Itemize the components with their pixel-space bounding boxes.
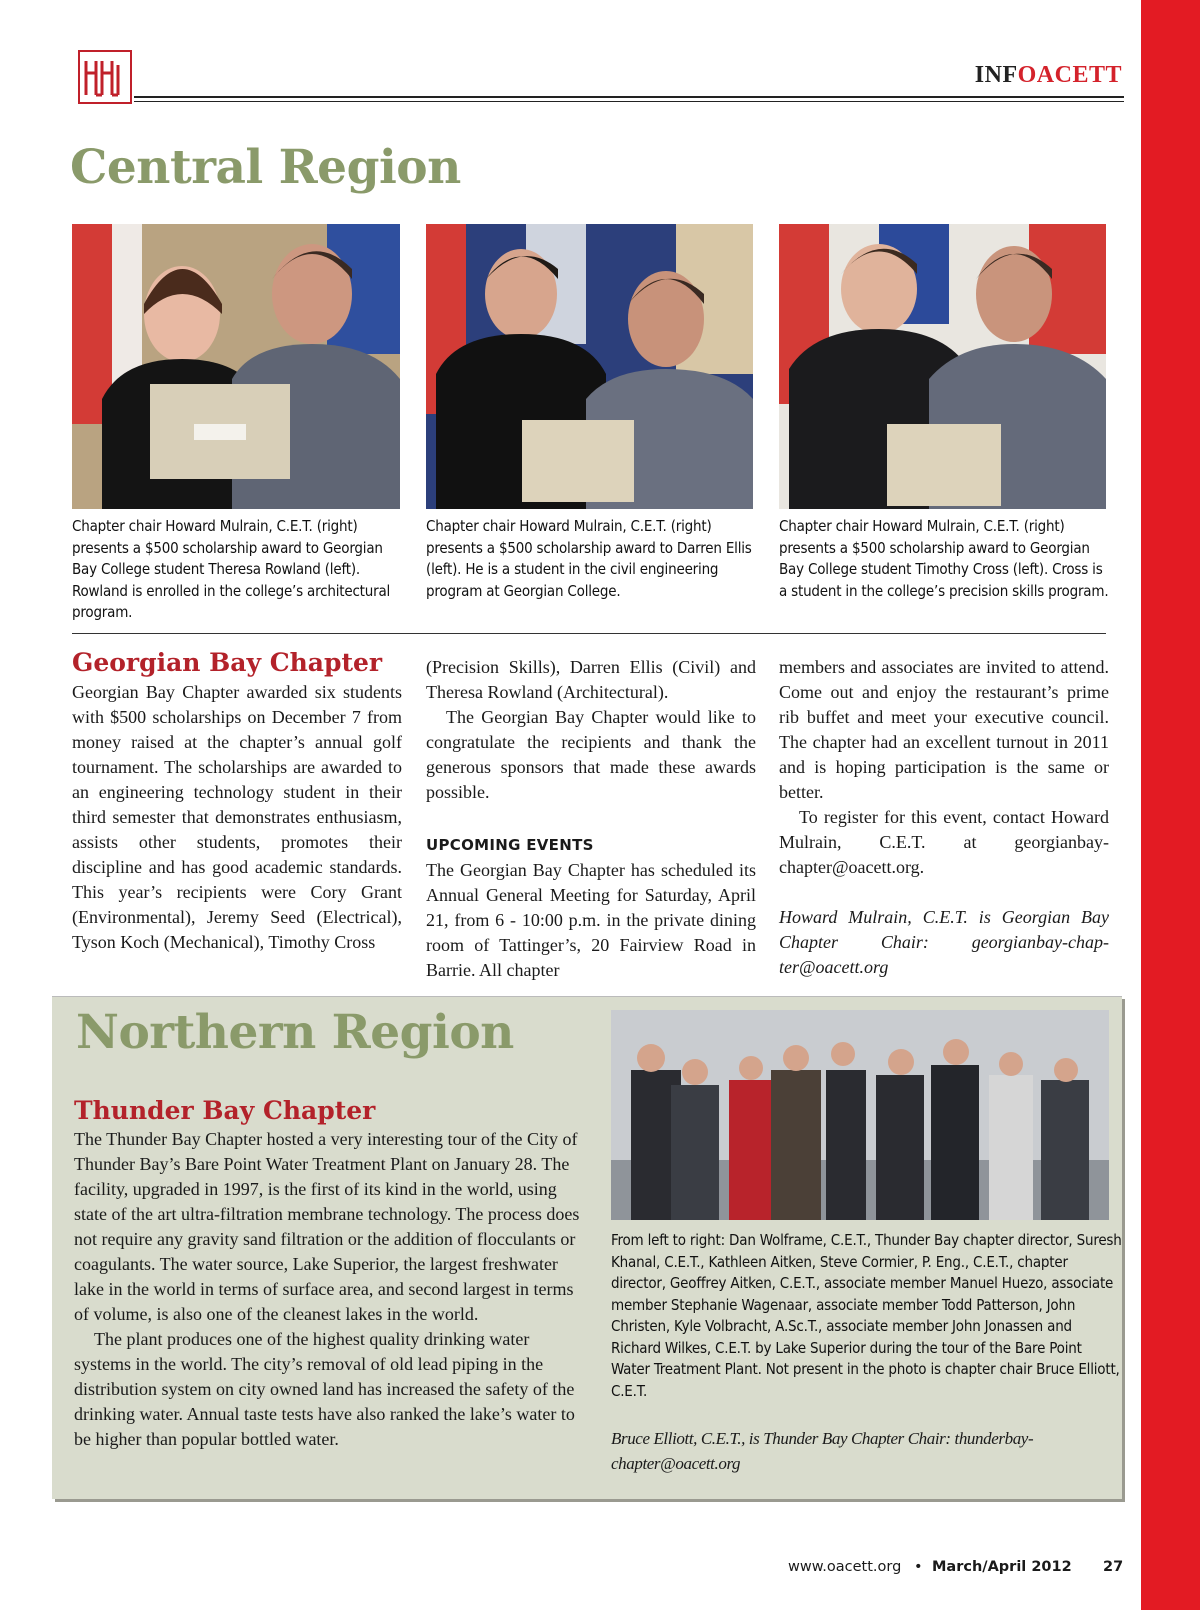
georgian-bay-paragraph-3: The Georgian Bay Chapter would like to congratulate the recipients and thank the generous sponsors that made these awards possible. bbox=[426, 707, 756, 802]
georgian-bay-chapter-title: Georgian Bay Chapter bbox=[72, 648, 383, 677]
red-side-bar bbox=[1141, 0, 1200, 1610]
logo-mark bbox=[82, 55, 128, 99]
footer-url: www.oacett.org bbox=[788, 1559, 902, 1575]
oacett-logo bbox=[78, 50, 132, 104]
thunder-bay-chapter-title: Thunder Bay Chapter bbox=[74, 1096, 376, 1125]
thunder-bay-paragraph-2: The plant produces one of the highest quality drinking water systems in the world. The city’s removal of old lead piping in the distribution system on city owned land has increased the safety of the drinking water. Annual taste tests have also ranked the lake’s water to be higher than popular bottled water. bbox=[74, 1329, 575, 1449]
photo-ellis bbox=[426, 224, 753, 509]
header-rule bbox=[134, 96, 1124, 98]
central-region-title: Central Region bbox=[70, 140, 461, 195]
brand-part-1: INF bbox=[974, 62, 1018, 88]
georgian-bay-paragraph-6: To register for this event, contact Howard Mulrain, C.E.T. at georgianbaychapter@oacett.org. bbox=[779, 807, 1109, 877]
thunder-bay-text bbox=[74, 1127, 584, 1452]
photo-caption-rowland: Chapter chair Howard Mulrain, C.E.T. (right) presents a $500 scholarship award to Georgian Bay College student Theresa Rowland (left). Rowland is enrolled in the college’s architectural program. bbox=[72, 517, 391, 621]
page-number: 27 bbox=[1103, 1559, 1124, 1575]
thunder-bay-photo-caption: From left to right: Dan Wolframe, C.E.T., Thunder Bay chapter director, Suresh Khanal, C.E.T., Kathleen Aitken, Steve Cormier, P. Eng., C.E.T., chapter director, Geoffrey Aitken, C.E.T., associate member Manuel Huezo, associate member Stephanie Wagenaar, associate member Todd Patterson, John Christen, Kyle Volbracht, A.Sc.T., associate member John Jonassen and Richard Wilkes, C.E.T. by Lake Superior during the tour of the Bare Point Water Treatment Plant. Not present in the photo is chapter chair Bruce Elliott, C.E.T. bbox=[611, 1231, 1122, 1400]
georgian-bay-column-2 bbox=[426, 655, 756, 983]
georgian-bay-paragraph-5: members and associates are invited to attend. Come out and enjoy the restaurant’s prime rib buffet and meet your executive council. The chapter had an excellent turnout in 2011 and is hoping participation is the same or better. bbox=[779, 657, 1109, 802]
footer-issue: March/April 2012 bbox=[932, 1559, 1072, 1575]
georgian-bay-chair-signature: Howard Mulrain, C.E.T. is Georgian Bay Chapter Chair: georgianbay-chapter@oacett.org bbox=[779, 907, 1109, 977]
photo-rowland bbox=[72, 224, 400, 509]
photo-caption-ellis: Chapter chair Howard Mulrain, C.E.T. (right) presents a $500 scholarship award to Darren Ellis (left). He is a student in the civil engineering program at Georgian College. bbox=[426, 517, 752, 600]
thunder-bay-paragraph-1: The Thunder Bay Chapter hosted a very interesting tour of the City of Thunder Bay’s Bare Point Water Treatment Plant on January 28. The facility, upgraded in 1997, is the first of its kind in the world, using state of the art ultra-filtration membrane technology. The process does not require any gravity sand filtration or the addition of flocculants or coagulants. The water source, Lake Superior, the largest freshwater lake in the world in terms of surface area, and second largest in terms of volume, is also one of the cleanest lakes in the world. bbox=[74, 1129, 580, 1324]
header-rule-thin bbox=[134, 101, 1124, 102]
section-divider bbox=[72, 633, 1106, 634]
northern-region-title: Northern Region bbox=[76, 1005, 514, 1060]
georgian-bay-paragraph-2: (Precision Skills), Darren Ellis (Civil) and Theresa Rowland (Architectural). bbox=[426, 657, 756, 702]
publication-title bbox=[975, 62, 1122, 89]
georgian-bay-column-1 bbox=[72, 680, 402, 955]
thunder-bay-chair-signature: Bruce Elliott, C.E.T., is Thunder Bay Chapter Chair: thunderbaychapter@oacett.org bbox=[611, 1429, 1034, 1473]
photo-thunder-bay-group bbox=[611, 1010, 1109, 1220]
upcoming-events-heading: UPCOMING EVENTS bbox=[426, 836, 594, 854]
photo-caption-cross: Chapter chair Howard Mulrain, C.E.T. (right) presents a $500 scholarship award to Georgian Bay College student Timothy Cross (left). Cross is a student in the college’s precision skills program. bbox=[779, 517, 1109, 600]
georgian-bay-paragraph-1: Georgian Bay Chapter awarded six students with $500 scholarships on December 7 from money raised at the chapter’s annual golf tournament. The scholarships are awarded to an engineering technology student in their third semester that demonstrates enthusiasm, assists other students, promotes their discipline and has good academic standards. This year’s recipients were Cory Grant (Environmental), Jeremy Seed (Electrical), Tyson Koch (Mechanical), Timothy Cross bbox=[72, 682, 402, 952]
photo-cross bbox=[779, 224, 1106, 509]
georgian-bay-paragraph-4: The Georgian Bay Chapter has scheduled its Annual General Meeting for Saturday, April 21, from 6 - 10:00 p.m. in the private dining room of Tattinger’s, 20 Fairview Road in Barrie. All chapter bbox=[426, 860, 756, 980]
brand-part-2: OACETT bbox=[1017, 62, 1122, 88]
footer-bullet: • bbox=[914, 1559, 923, 1575]
georgian-bay-column-3 bbox=[779, 655, 1109, 980]
